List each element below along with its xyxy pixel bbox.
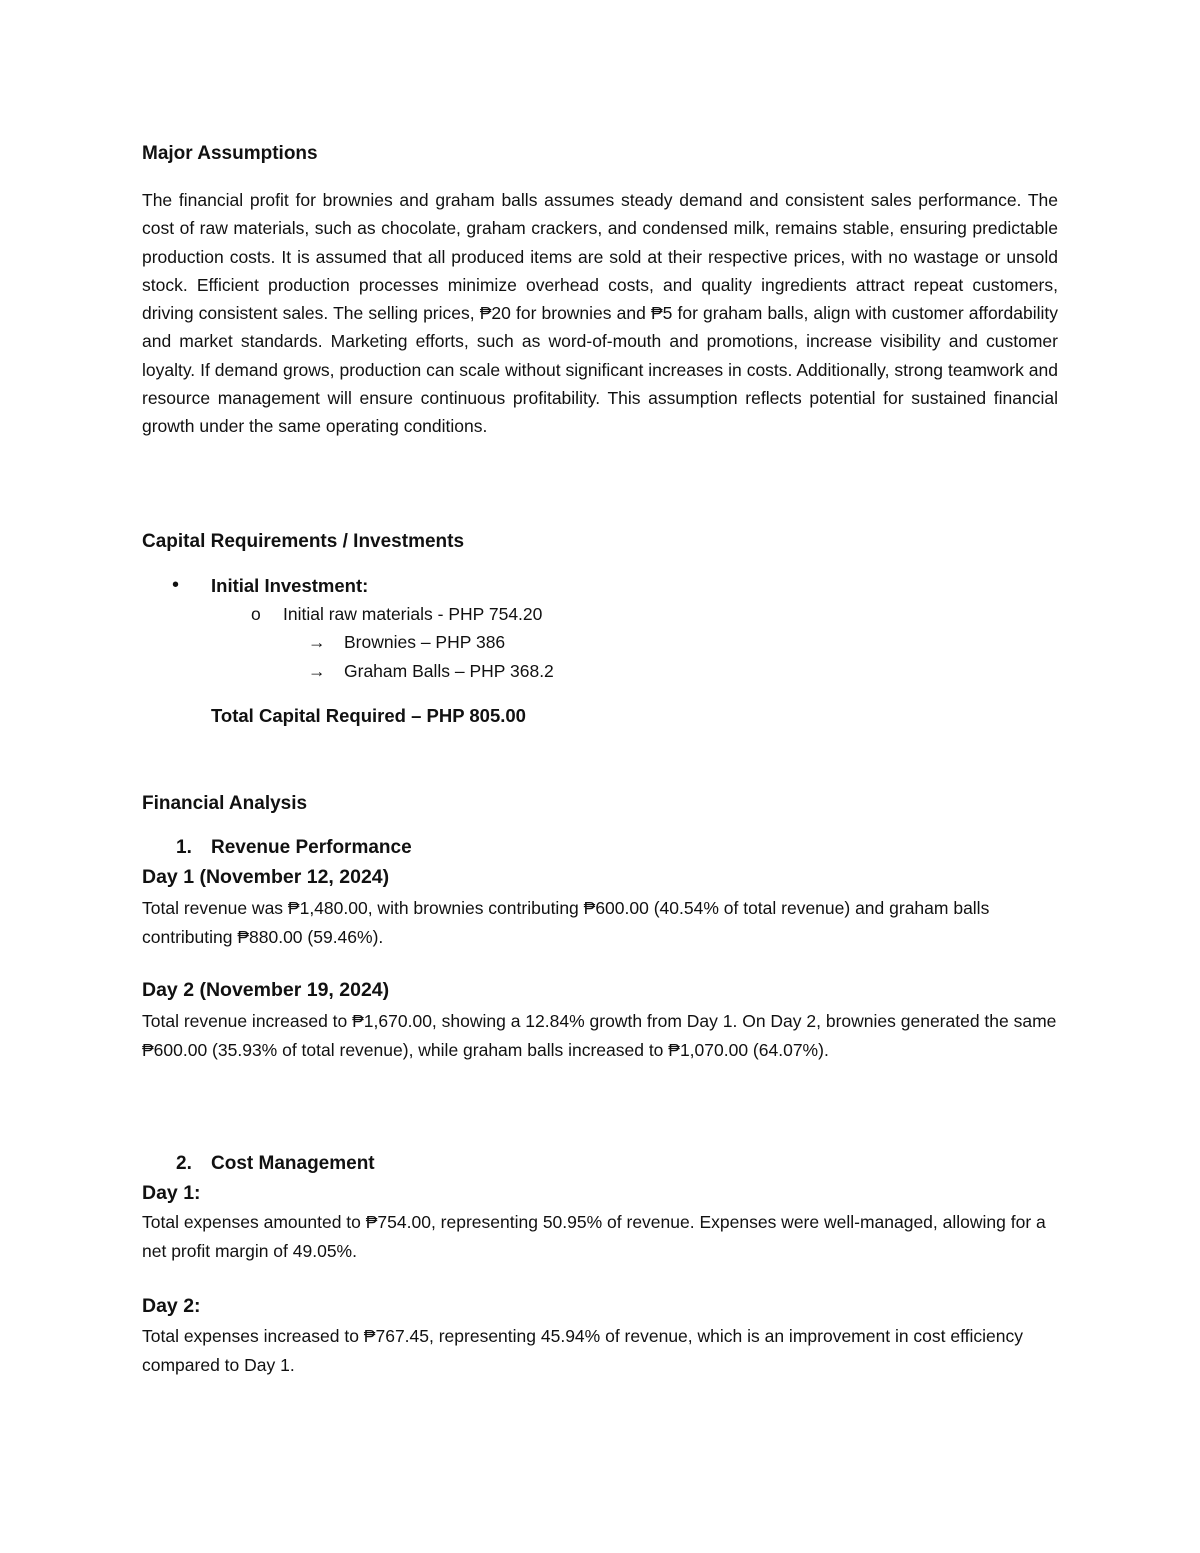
cost-management-heading: Cost Management: [211, 1153, 375, 1174]
major-assumptions-heading: Major Assumptions: [142, 143, 318, 164]
revenue-day1-text: Total revenue was ₱1,480.00, with brownies contributing ₱600.00 (40.54% of total revenue) and graham balls contributing ₱880.00 (59.46%).: [142, 898, 990, 947]
revenue-performance-heading: Revenue Performance: [211, 837, 412, 858]
cost-number: 2.: [176, 1153, 192, 1174]
brownies-item: Brownies – PHP 386: [344, 632, 506, 652]
arrow-icon: →: [308, 632, 326, 652]
cost-day2-heading: Day 2:: [142, 1295, 201, 1317]
revenue-day1-heading: Day 1 (November 12, 2024): [142, 866, 390, 888]
initial-investment-label: Initial Investment:: [211, 575, 369, 596]
financial-analysis-heading: Financial Analysis: [142, 793, 308, 814]
arrow-icon: →: [308, 661, 326, 681]
raw-materials-item: Initial raw materials - PHP 754.20: [283, 604, 543, 624]
capital-requirements-heading: Capital Requirements / Investments: [142, 531, 465, 552]
revenue-number: 1.: [176, 837, 192, 858]
graham-balls-item: Graham Balls – PHP 368.2: [344, 661, 554, 681]
major-assumptions-body: The financial profit for brownies and graham balls assumes steady demand and consistent sales performance. The cost of raw materials, such as chocolate, graham crackers, and condensed milk, remains stable, ensuring predictable production costs. It is assumed that all produced items are sold at their respective prices, with no wastage or unsold stock. Efficient production processes minimize overhead costs, and quality ingredients attract repeat customers, driving consistent sales. The selling prices, ₱20 for brownies and ₱5 for graham balls, align with customer affordability and market standards. Marketing efforts, such as word-of-mouth and promotions, increase visibility and customer loyalty. If demand grows, production can scale without significant increases in costs. Additionally, strong teamwork and resource management will ensure continuous profitability. This assumption reflects potential for sustained financial growth under the same operating conditions.: [142, 190, 1058, 437]
cost-day1-text: Total expenses amounted to ₱754.00, representing 50.95% of revenue. Expenses were well-managed, allowing for a net profit margin of 49.05%.: [142, 1212, 1046, 1261]
cost-day1-heading: Day 1:: [142, 1182, 201, 1204]
sub-bullet-icon: o: [251, 604, 261, 624]
bullet-icon: •: [172, 574, 180, 596]
cost-day2-text: Total expenses increased to ₱767.45, representing 45.94% of revenue, which is an improvement in cost efficiency compared to Day 1.: [142, 1326, 1024, 1375]
revenue-day2-heading: Day 2 (November 19, 2024): [142, 979, 390, 1001]
revenue-day2-text: Total revenue increased to ₱1,670.00, showing a 12.84% growth from Day 1. On Day 2, brownies generated the same ₱600.00 (35.93% of total revenue), while graham balls increased to ₱1,070.00 (64.07%).: [142, 1011, 1057, 1060]
total-capital-required: Total Capital Required – PHP 805.00: [211, 705, 526, 726]
